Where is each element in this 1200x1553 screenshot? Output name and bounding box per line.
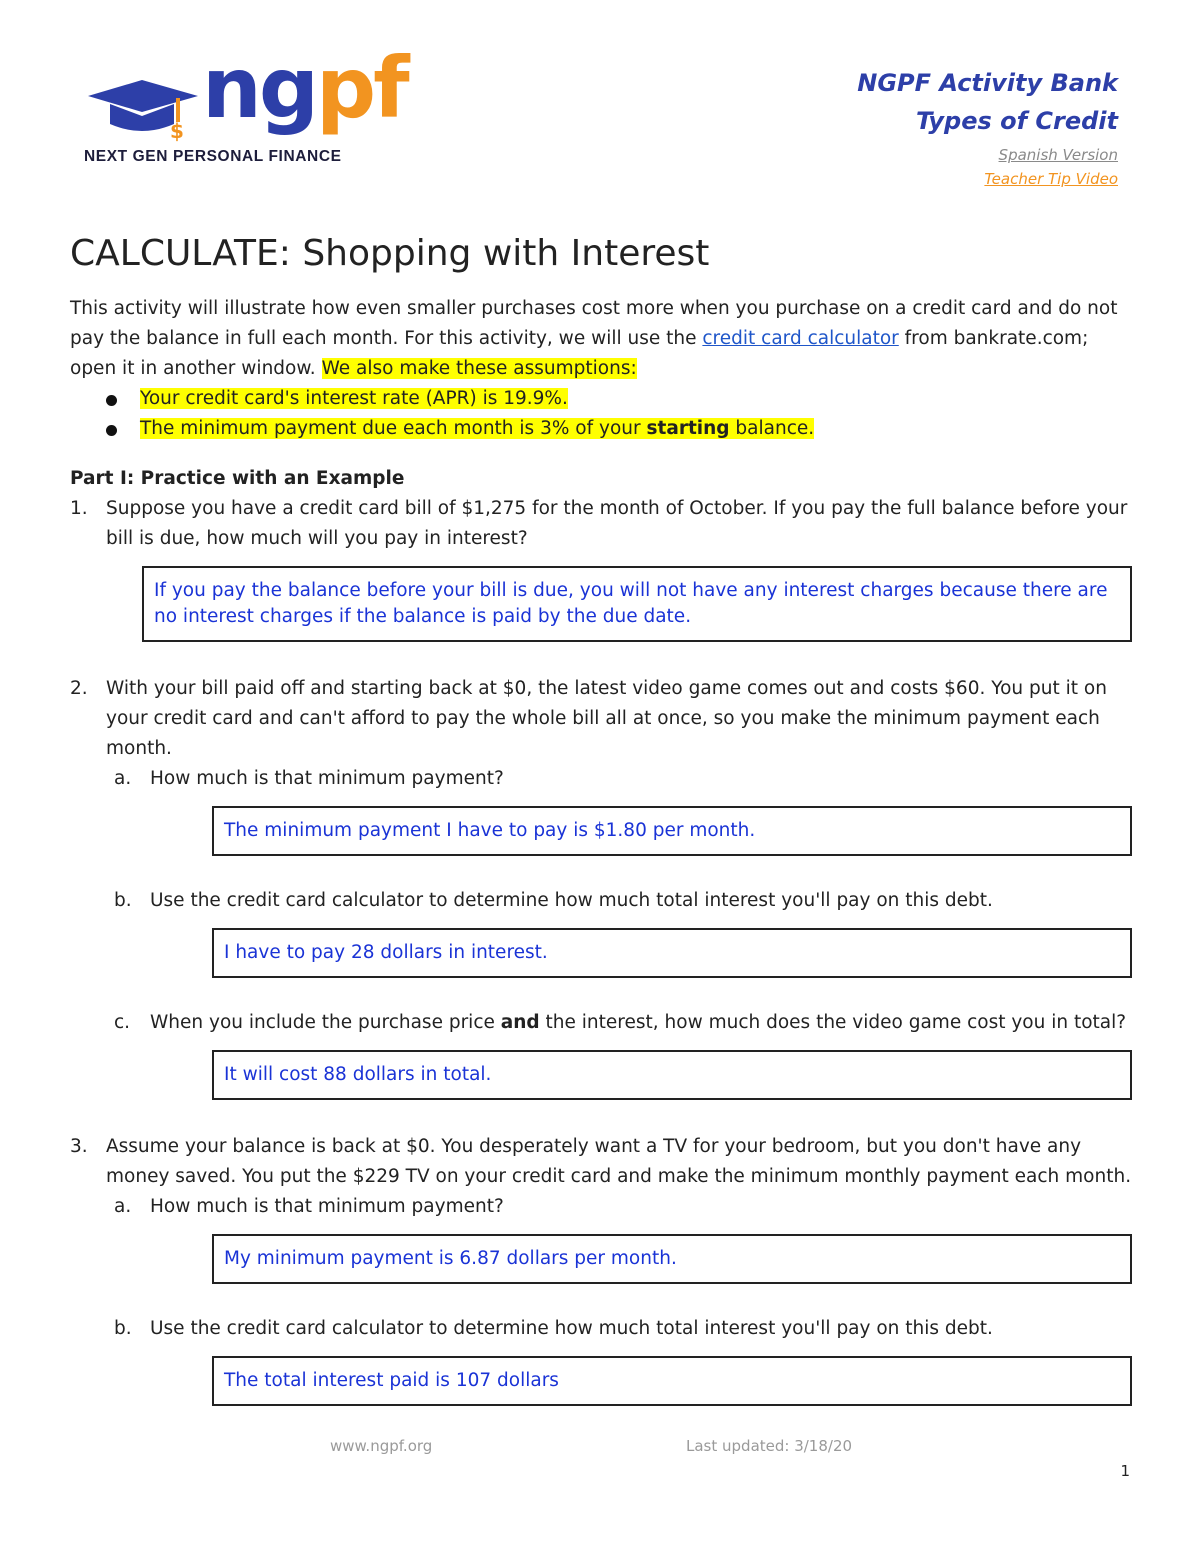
question-text: Suppose you have a credit card bill of $1,275 for the month of October. If you pay the full balance before your bill is due, how much will you pay in interest? xyxy=(106,498,1128,549)
document-body xyxy=(70,228,1132,1406)
bullet-icon xyxy=(106,425,117,436)
activity-bank-title: NGPF Activity Bank xyxy=(857,69,1118,97)
question-2b: b. Use the credit card calculator to determine how much total interest you'll pay on this debt. xyxy=(114,890,993,911)
assumption-item: Your credit card's interest rate (APR) is 19.9%. xyxy=(106,384,1132,414)
question-2c: c. When you include the purchase price and the interest, how much does the video game cost you in total? xyxy=(114,1012,1127,1033)
question-text: With your bill paid off and starting back at $0, the latest video game comes out and costs $60. You put it on your credit card and can't afford to pay the whole bill all at once, so you make the minimum payment each month. xyxy=(106,678,1107,759)
bullet-icon xyxy=(106,395,117,406)
topic-title: Types of Credit xyxy=(915,107,1118,135)
graduation-cap-icon xyxy=(84,74,204,144)
intro-text-2: from bankrate.com; open it in another window. xyxy=(70,328,1089,379)
question-2: 2. With your bill paid off and starting back at $0, the latest video game comes out and costs $60. You put it on your credit card and can't afford to pay the whole bill all at once, so you make the minimum payment each month. xyxy=(70,678,1107,759)
answer-box-2c[interactable]: It will cost 88 dollars in total. xyxy=(212,1050,1132,1100)
answer-box-2a[interactable]: The minimum payment I have to pay is $1.80 per month. xyxy=(212,806,1132,856)
assumption-item: The minimum payment due each month is 3% of your starting balance. xyxy=(106,414,1132,444)
question-text: Assume your balance is back at $0. You desperately want a TV for your bedroom, but you don't have any money saved. You put the $229 TV on your credit card and make the minimum monthly payment each month. xyxy=(106,1136,1132,1187)
ngpf-logo xyxy=(84,39,407,172)
answer-box-1[interactable]: If you pay the balance before your bill is due, you will not have any interest charges because there are no interest charges if the balance is paid by the due date. xyxy=(142,566,1132,642)
part-heading: Part I: Practice with an Example xyxy=(70,468,405,489)
question-3a: a. How much is that minimum payment? xyxy=(114,1196,504,1217)
svg-text:$: $ xyxy=(170,119,184,143)
logo-wordmark: ngpf xyxy=(202,39,407,137)
credit-card-calculator-link[interactable]: credit card calculator xyxy=(702,328,899,349)
footer-last-updated: Last updated: 3/18/20 xyxy=(686,1437,853,1455)
assumptions-highlight: We also make these assumptions: xyxy=(321,358,637,379)
page-title: CALCULATE: Shopping with Interest xyxy=(70,233,710,274)
question-3b: b. Use the credit card calculator to determine how much total interest you'll pay on this debt. xyxy=(114,1318,993,1339)
question-1: 1. Suppose you have a credit card bill of $1,275 for the month of October. If you pay the full balance before your bill is due, how much will you pay in interest? xyxy=(70,498,1128,549)
question-3: 3. Assume your balance is back at $0. You desperately want a TV for your bedroom, but you don't have any money saved. You put the $229 TV on your credit card and make the minimum monthly payment each month. xyxy=(70,1136,1132,1187)
answer-box-3b[interactable]: The total interest paid is 107 dollars xyxy=(212,1356,1132,1406)
header-right xyxy=(857,64,1118,188)
answer-box-2b[interactable]: I have to pay 28 dollars in interest. xyxy=(212,928,1132,978)
logo-tagline: NEXT GEN PERSONAL FINANCE xyxy=(84,148,342,165)
teacher-tip-video-link[interactable]: Teacher Tip Video xyxy=(984,170,1118,188)
question-2a: a. How much is that minimum payment? xyxy=(114,768,504,789)
assumptions-list xyxy=(70,384,1132,444)
intro-paragraph xyxy=(70,294,1132,384)
answer-box-3a[interactable]: My minimum payment is 6.87 dollars per month. xyxy=(212,1234,1132,1284)
footer-site: www.ngpf.org xyxy=(330,1437,433,1455)
page-number: 1 xyxy=(1120,1462,1130,1480)
spanish-version-link[interactable]: Spanish Version xyxy=(998,146,1118,164)
intro-text-1: This activity will illustrate how even smaller purchases cost more when you purchase on a credit card and do not pay the balance in full each month. For this activity, we will use the xyxy=(70,298,1118,349)
